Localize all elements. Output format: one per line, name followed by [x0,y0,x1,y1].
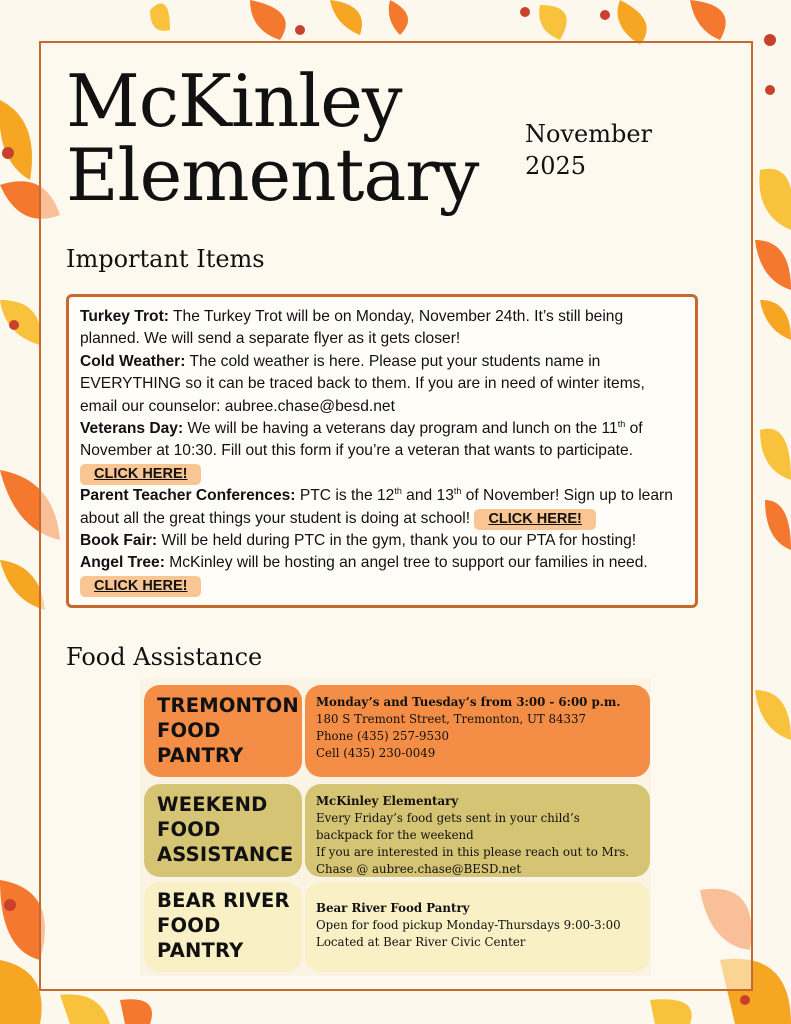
cold-weather-item [80,351,685,418]
item-label: Angel Tree: [80,554,165,572]
food-row-tremonton [144,685,650,777]
info-line: If you are interested in this please reach out to Mrs. Chase @ aubree.chase@BESD.net [316,845,630,876]
angel-tree-button[interactable]: CLICK HERE! [80,576,201,597]
info-line: Open for food pickup Monday-Thursdays 9:00-3:00 [316,918,621,932]
item-label: Turkey Trot: [80,308,169,325]
veterans-signup-button[interactable]: CLICK HERE! [80,464,201,485]
name-line: BEAR RIVER [157,889,290,912]
name-line: WEEKEND [157,793,268,816]
leaf-cluster-right [755,34,791,740]
name-line: FOOD [157,818,221,841]
item-text: and 13 [401,487,454,505]
item-text: The cold weather is here. Please put your students name in EVERYTHING so it can be traced back to them. If you are in need of winter items, email our counselor: aubree.chase@besd.net [80,352,645,415]
item-label: Veterans Day: [80,420,184,438]
info-line: Bear River Food Pantry [316,901,470,915]
name-line: ASSISTANCE [157,843,294,866]
item-text: The Turkey Trot will be on Monday, November 24th. It’s still being planned. We will send a separate flyer as it gets closer! [80,308,624,348]
ptc-item [80,485,685,530]
item-label: Book Fair: [80,532,158,550]
food-assistance-heading: Food Assistance [66,643,263,671]
name-line: PANTRY [157,939,244,962]
important-items-box [66,294,698,608]
title-line-2: Elementary [66,133,479,217]
info-line: Phone (435) 257-9530 [316,729,449,743]
angel-tree-item [80,552,685,597]
food-row-info [305,882,650,972]
info-line: Cell (435) 230-0049 [316,746,436,760]
item-label: Parent Teacher Conferences: [80,487,296,505]
name-line: FOOD [157,914,221,937]
title-line-1: McKinley [66,59,402,143]
ordinal-suffix: th [617,418,626,429]
name-line: PANTRY [157,744,244,767]
item-text: of November! Sign up to learn about all the great things your student is doing at school! [80,487,673,527]
info-line: Located at Bear River Civic Center [316,935,526,949]
name-line: TREMONTON [157,694,299,717]
school-title [66,59,479,217]
item-text: Will be held during PTC in the gym, thank you to our PTA for hosting! [157,532,637,550]
item-text: PTC is the 12 [295,487,395,505]
name-line: FOOD [157,719,221,742]
food-row-info [305,685,650,777]
veterans-day-item [80,418,685,485]
item-text: McKinley will be hosting an angel tree to support our families in need. [164,554,648,572]
info-line: Monday’s and Tuesday’s from 3:00 - 6:00 p.m. [316,695,621,709]
info-line: McKinley Elementary [316,794,459,808]
info-line: Every Friday’s food gets sent in your child’s backpack for the weekend [316,811,580,842]
food-row-name [144,784,302,877]
book-fair-item [80,530,685,552]
item-text: We will be having a veterans day program and lunch on the 11 [183,420,618,438]
ptc-signup-button[interactable]: CLICK HERE! [474,509,595,530]
ordinal-suffix: th [453,486,462,497]
leaf-cluster-top [150,0,726,45]
food-row-name [144,685,302,777]
food-row-weekend [144,784,650,877]
issue-month: November [525,120,653,148]
issue-year: 2025 [525,152,587,180]
food-row-name [144,882,302,972]
item-text: of November at 10:30. Fill out this form if you’re a veteran that wants to participate. [80,420,643,460]
food-row-bear-river [144,882,650,972]
issue-date [525,118,652,182]
info-line: 180 S Tremont Street, Tremonton, UT 84337 [316,712,587,726]
food-row-info [305,784,650,877]
turkey-trot-item [80,306,685,351]
ordinal-suffix: th [394,486,402,497]
item-label: Cold Weather: [80,352,186,370]
important-items-heading: Important Items [66,245,265,273]
